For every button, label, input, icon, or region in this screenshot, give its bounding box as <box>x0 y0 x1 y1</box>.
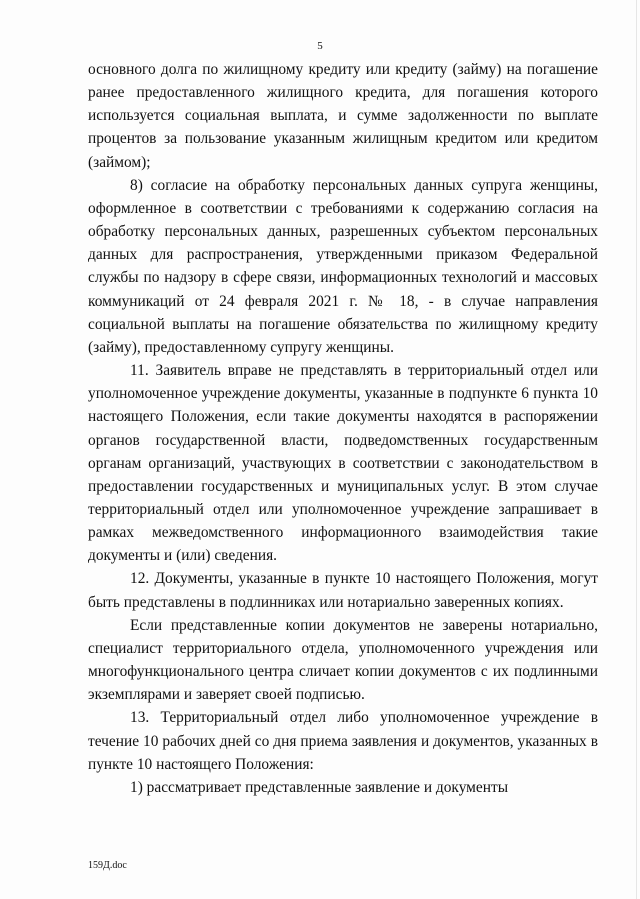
paragraph-copies-verification: Если представленные копии документов не заверены нотариально, специалист территориального отдела, уполномоченного учреждения или многофункционального центра сличает копии документов с их подлинными экземплярами и заверяет своей подписью. <box>88 616 598 704</box>
paragraph-clause-12: 12. Документы, указанные в пункте 10 настоящего Положения, могут быть представлены в подлинниках или нотариально заверенных копиях. <box>88 570 598 611</box>
paragraph-clause-11: 11. Заявитель вправе не представлять в территориальный отдел или уполномоченное учреждение документы, указанные в подпункте 6 пункта 10 настоящего Положения, если такие документы находятся в распоряжении органов государственной власти, подведомственных государственным органам организаций, участвующих в соответствии с законодательством в предоставлении государственных и муниципальных услуг. В этом случае территориальный отдел или уполномоченное учреждение запрашивает в рамках межведомственного информационного взаимодействия такие документы и (или) сведения. <box>88 362 598 565</box>
paragraph-clause-13: 13. Территориальный отдел либо уполномоченное учреждение в течение 10 рабочих дней со дня приема заявления и документов, указанных в пункте 10 настоящего Положения: <box>88 709 598 773</box>
footer-filename: 159Д.doc <box>88 860 127 871</box>
scan-edge-line <box>636 0 637 899</box>
paragraph-item-8: 8) согласие на обработку персональных данных супруга женщины, оформленное в соответствии с требованиями к содержанию согласия на обработку персональных данных, разрешенных субъектом персональных данных для распространения, утвержденными приказом Федеральной службы по надзору в сфере связи, информационных технологий и массовых коммуникаций от 24 февраля 2021 г. № 18, - в случае направления социальной выплаты на погашение обязательства по жилищному кредиту (займу), предоставленному супругу женщины. <box>88 176 598 356</box>
paragraph-subitem-1: 1) рассматривает представленные заявление и документы <box>130 778 509 796</box>
paragraph-continuation: основного долга по жилищному кредиту или кредиту (займу) на погашение ранее предоставленного жилищного кредита, для погашения которого используется социальная выплата, и сумме задолженности по выплате процентов за пользование указанным жилищным кредитом или кредитом (займом); <box>88 61 598 171</box>
page-number: 5 <box>317 40 323 52</box>
document-body <box>88 58 598 799</box>
